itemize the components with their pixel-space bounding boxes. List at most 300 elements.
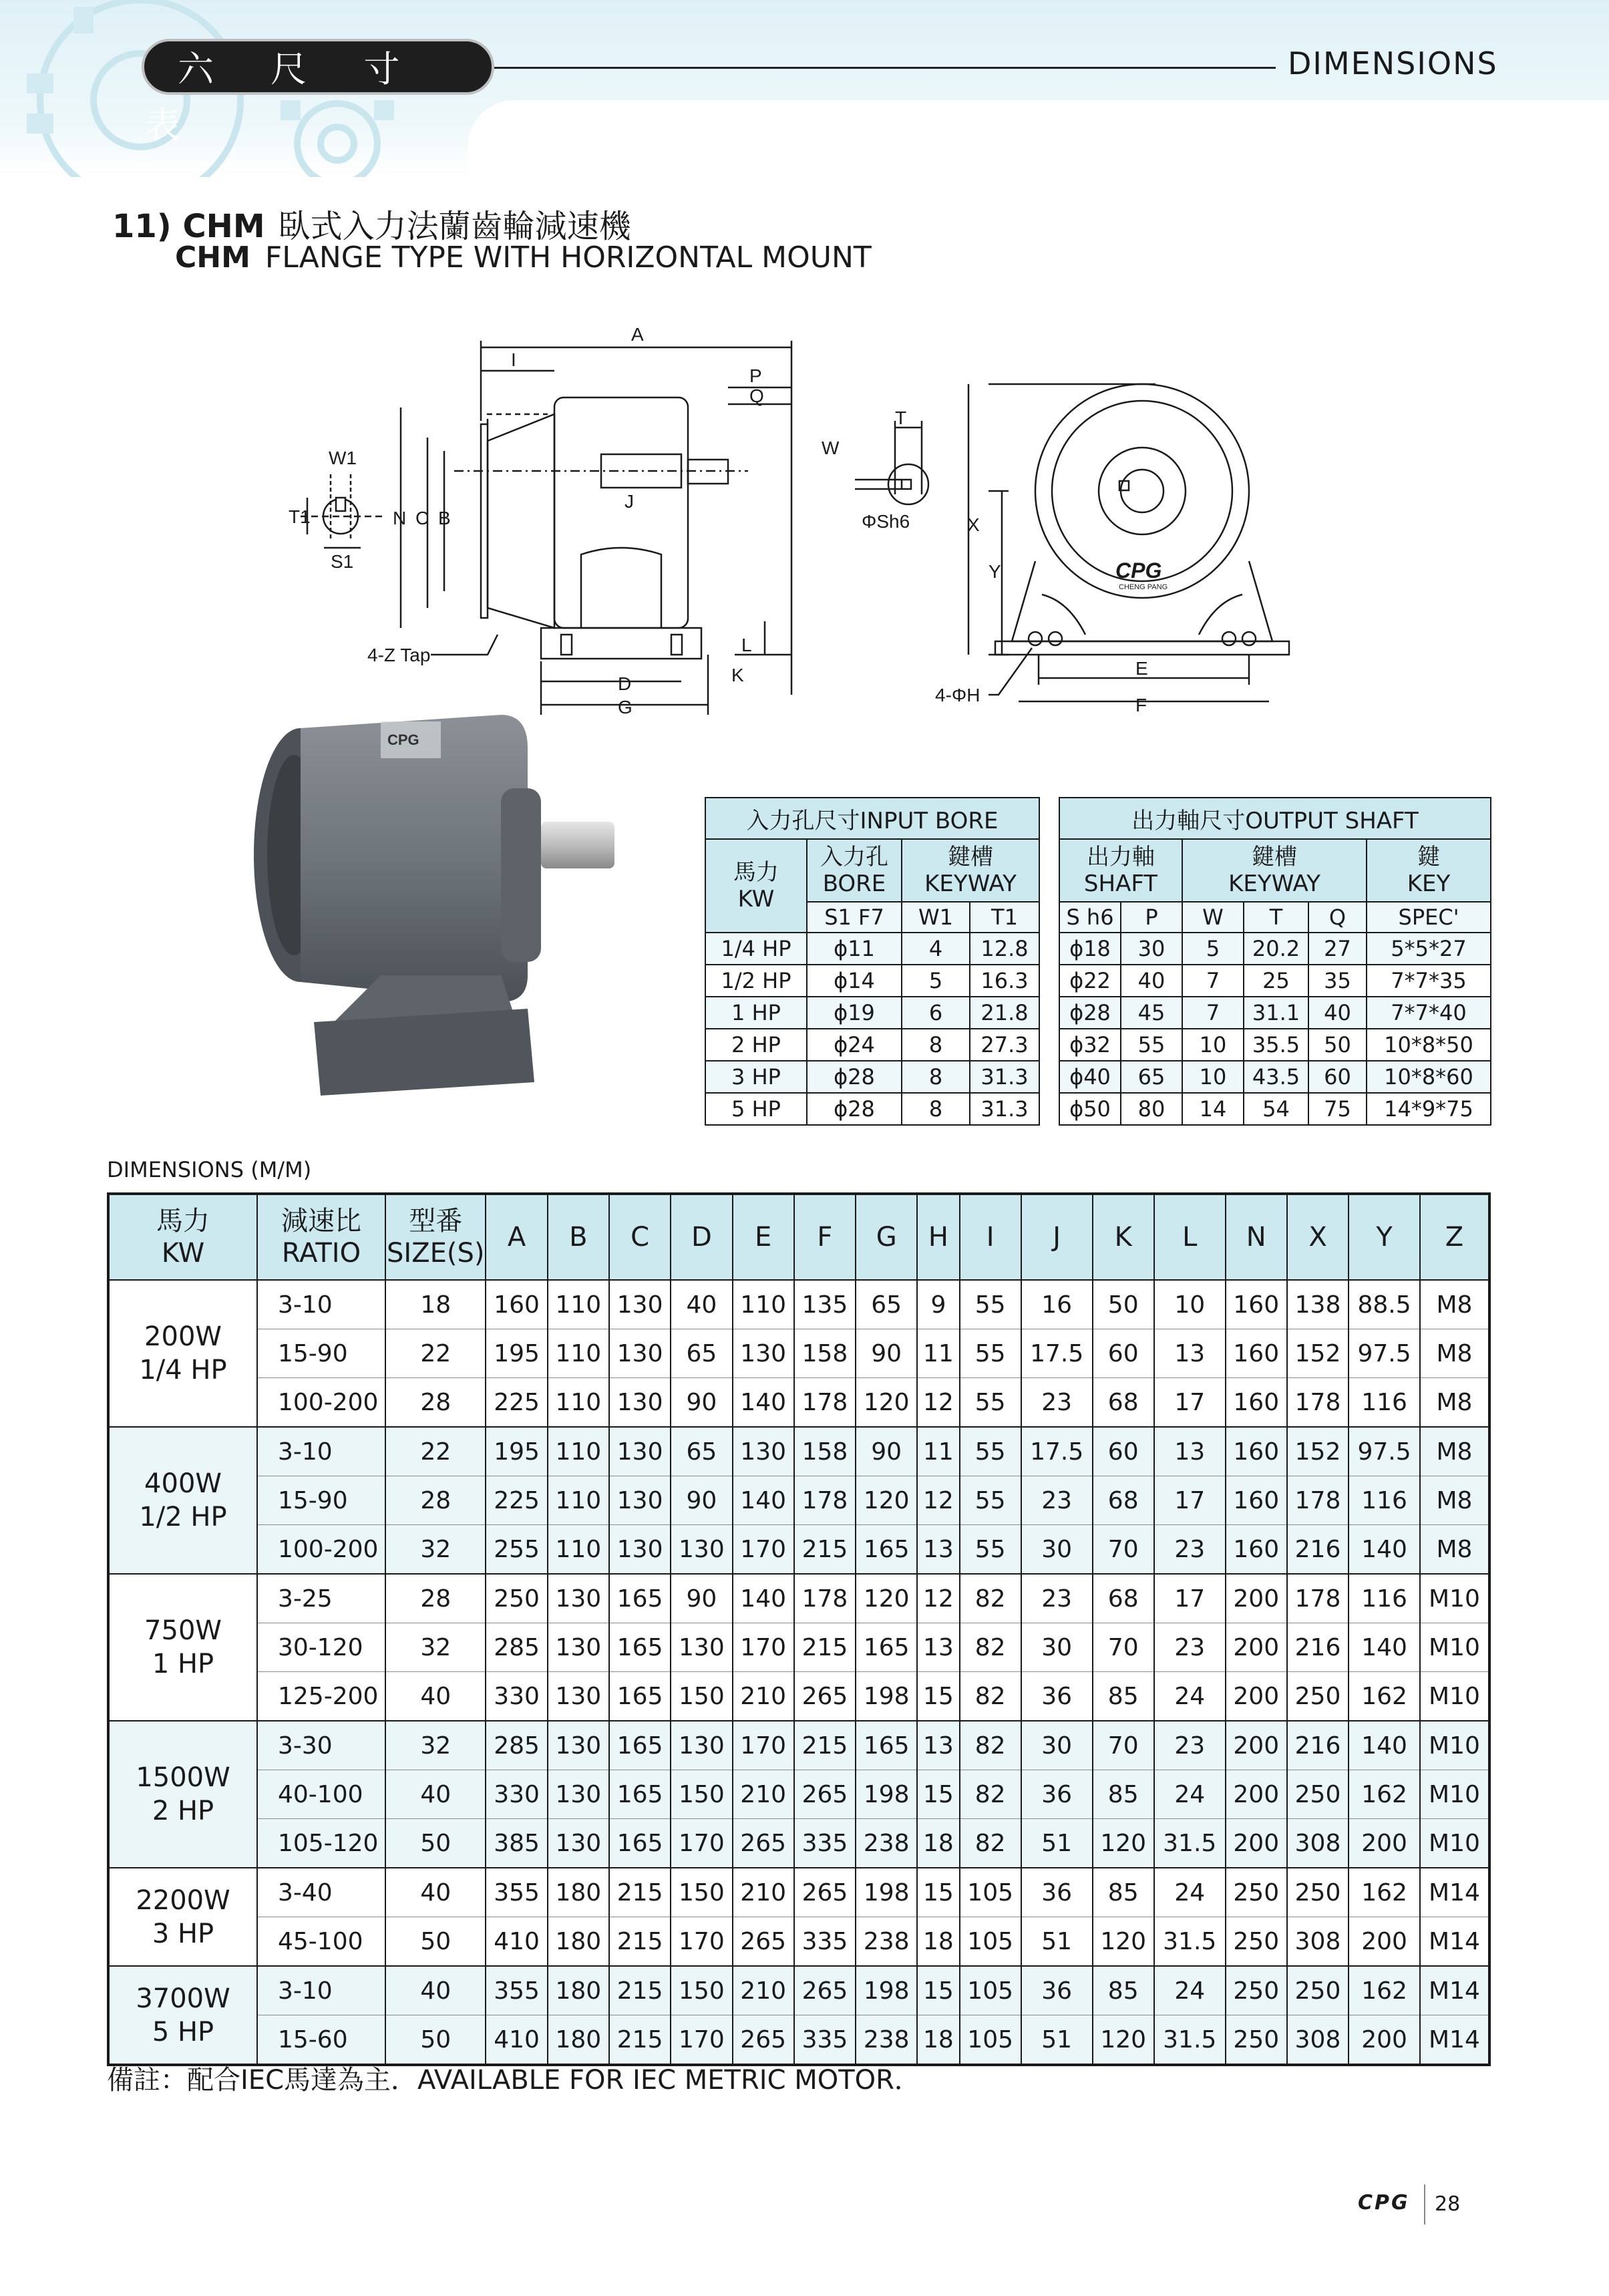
- dim-head-col: L: [1154, 1194, 1226, 1280]
- table-cell: 80: [1121, 1093, 1182, 1125]
- dim-label-d: D: [618, 673, 632, 694]
- table-cell: 3 HP: [705, 1061, 807, 1093]
- size-cell: 40: [385, 1868, 486, 1917]
- dim-label-w1: W1: [329, 448, 357, 468]
- dimension-cell: 88.5: [1349, 1280, 1420, 1329]
- table-cell: 1/2 HP: [705, 965, 807, 997]
- ratio-cell: 125-200: [257, 1672, 385, 1721]
- dimension-cell: 82: [960, 1819, 1021, 1868]
- table-cell: 45: [1121, 997, 1182, 1029]
- dimension-cell: M14: [1420, 1868, 1489, 1917]
- dimension-cell: 195: [486, 1329, 547, 1378]
- size-cell: 28: [385, 1574, 486, 1623]
- dimension-cell: 90: [671, 1574, 732, 1623]
- dim-head-col: X: [1287, 1194, 1349, 1280]
- dimension-cell: 308: [1287, 1917, 1349, 1967]
- table-cell: 4: [902, 933, 970, 965]
- dimension-cell: 105: [960, 1868, 1021, 1917]
- size-cell: 50: [385, 1819, 486, 1868]
- dimension-cell: 24: [1154, 1672, 1226, 1721]
- dimension-cell: 330: [486, 1672, 547, 1721]
- dimension-cell: 116: [1349, 1476, 1420, 1525]
- dimension-cell: 160: [486, 1280, 547, 1329]
- dimension-cell: 165: [856, 1721, 917, 1770]
- dimension-cell: 198: [856, 1672, 917, 1721]
- table-cell: 5: [1182, 933, 1244, 965]
- dimension-cell: 130: [609, 1427, 671, 1476]
- dimension-cell: M10: [1420, 1770, 1489, 1819]
- dimension-cell: 250: [1287, 1868, 1349, 1917]
- dimension-cell: 215: [609, 2015, 671, 2066]
- dimension-cell: 285: [486, 1721, 547, 1770]
- dimension-cell: M8: [1420, 1525, 1489, 1575]
- dimension-cell: 17: [1154, 1378, 1226, 1428]
- dimension-cell: 140: [733, 1574, 794, 1623]
- input-bore-table: [705, 797, 1040, 1126]
- dim-label-i: I: [511, 349, 516, 370]
- dimension-cell: 15: [917, 1770, 959, 1819]
- dim-label-k: K: [731, 665, 744, 685]
- table-cell: ϕ24: [807, 1029, 902, 1061]
- dim-label-j: J: [624, 491, 634, 512]
- dimension-cell: 120: [1093, 1819, 1154, 1868]
- dim-label-x: X: [967, 514, 980, 535]
- size-cell: 40: [385, 1966, 486, 2015]
- output-shaft-sub: S h6: [1059, 902, 1121, 933]
- power-cell: 750W 1 HP: [108, 1574, 257, 1721]
- table-row: [108, 1770, 1489, 1819]
- size-cell: 22: [385, 1329, 486, 1378]
- dimension-cell: 250: [1287, 1966, 1349, 2015]
- dimension-drawing: [267, 321, 1503, 735]
- table-cell: 31.1: [1244, 997, 1308, 1029]
- power-cell: 200W 1/4 HP: [108, 1280, 257, 1427]
- dimension-cell: 30: [1021, 1623, 1093, 1672]
- dimension-cell: 70: [1093, 1721, 1154, 1770]
- dimension-cell: 178: [794, 1378, 856, 1428]
- size-cell: 50: [385, 2015, 486, 2066]
- table-cell: ϕ40: [1059, 1061, 1121, 1093]
- table-row: [705, 1061, 1039, 1093]
- table-cell: ϕ28: [807, 1093, 902, 1125]
- dim-label-sh6: ΦSh6: [862, 511, 910, 532]
- dimension-cell: 90: [671, 1378, 732, 1428]
- dimension-cell: 110: [733, 1280, 794, 1329]
- dimension-cell: 120: [856, 1574, 917, 1623]
- dimension-cell: 116: [1349, 1378, 1420, 1428]
- dimension-cell: 170: [671, 1819, 732, 1868]
- dimension-cell: 152: [1287, 1427, 1349, 1476]
- dimension-cell: 130: [548, 1623, 609, 1672]
- dimension-cell: 68: [1093, 1574, 1154, 1623]
- dimension-cell: 160: [1226, 1378, 1287, 1428]
- dimension-cell: 9: [917, 1280, 959, 1329]
- table-cell: 8: [902, 1029, 970, 1061]
- dimension-cell: 200: [1226, 1770, 1287, 1819]
- dimension-cell: 178: [794, 1476, 856, 1525]
- dimension-cell: 55: [960, 1427, 1021, 1476]
- dimension-cell: 85: [1093, 1770, 1154, 1819]
- table-row: [1059, 965, 1491, 997]
- table-row: [705, 997, 1039, 1029]
- table-row: [108, 1476, 1489, 1525]
- dim-label-h: 4-ΦH: [935, 685, 980, 705]
- dimension-cell: 12: [917, 1476, 959, 1525]
- size-cell: 28: [385, 1378, 486, 1428]
- dimension-cell: M8: [1420, 1280, 1489, 1329]
- dimension-cell: 178: [794, 1574, 856, 1623]
- dimension-cell: 120: [856, 1476, 917, 1525]
- dimension-cell: 51: [1021, 1819, 1093, 1868]
- dimension-cell: 180: [548, 2015, 609, 2066]
- dimension-cell: 30: [1021, 1721, 1093, 1770]
- dimension-cell: 238: [856, 1819, 917, 1868]
- dimension-cell: 40: [671, 1280, 732, 1329]
- dimension-cell: 170: [733, 1525, 794, 1575]
- dimension-cell: 105: [960, 1917, 1021, 1967]
- section-label: 六 尺 寸 表: [142, 39, 494, 95]
- dimension-cell: 18: [917, 1917, 959, 1967]
- dimension-cell: 15: [917, 1966, 959, 2015]
- table-cell: 10: [1182, 1061, 1244, 1093]
- dimension-cell: 17: [1154, 1476, 1226, 1525]
- page-number: 28: [1435, 2192, 1461, 2216]
- table-cell: 16.3: [970, 965, 1039, 997]
- dimension-cell: 158: [794, 1427, 856, 1476]
- dim-head-col: F: [794, 1194, 856, 1280]
- dimension-cell: 36: [1021, 1672, 1093, 1721]
- dimension-cell: M14: [1420, 2015, 1489, 2066]
- dimension-cell: 51: [1021, 2015, 1093, 2066]
- input-bore-head-hp: 馬力 KW: [705, 839, 807, 933]
- dimension-cell: 51: [1021, 1917, 1093, 1967]
- header-rule: [494, 67, 1276, 69]
- ratio-cell: 40-100: [257, 1770, 385, 1819]
- page-title: DIMENSIONS: [1288, 45, 1498, 81]
- dimension-cell: 85: [1093, 1868, 1154, 1917]
- dimension-cell: 15: [917, 1868, 959, 1917]
- product-title-en: FLANGE TYPE WITH HORIZONTAL MOUNT: [264, 240, 872, 275]
- dim-head-col: N: [1226, 1194, 1287, 1280]
- dimension-cell: 160: [1226, 1525, 1287, 1575]
- table-row: [108, 2015, 1489, 2066]
- dim-label-b: B: [438, 508, 451, 528]
- dimension-cell: 215: [794, 1525, 856, 1575]
- table-row: [108, 1280, 1489, 1329]
- dimension-cell: 200: [1349, 1917, 1420, 1967]
- dimension-cell: 24: [1154, 1868, 1226, 1917]
- dimension-cell: 82: [960, 1770, 1021, 1819]
- table-cell: 31.3: [970, 1061, 1039, 1093]
- size-cell: 32: [385, 1721, 486, 1770]
- ratio-cell: 15-90: [257, 1476, 385, 1525]
- dimension-cell: 12: [917, 1574, 959, 1623]
- dimension-cell: 55: [960, 1329, 1021, 1378]
- dimension-cell: 308: [1287, 1819, 1349, 1868]
- dimension-cell: 178: [1287, 1378, 1349, 1428]
- table-cell: 10*8*50: [1367, 1029, 1491, 1061]
- dimension-cell: 130: [733, 1329, 794, 1378]
- table-cell: 21.8: [970, 997, 1039, 1029]
- dimension-cell: 24: [1154, 1770, 1226, 1819]
- dimension-cell: 23: [1021, 1476, 1093, 1525]
- dimension-cell: 70: [1093, 1525, 1154, 1575]
- dimension-cell: 110: [548, 1280, 609, 1329]
- photo-label: CPG: [387, 731, 419, 748]
- dimension-cell: 16: [1021, 1280, 1093, 1329]
- dimension-cell: 170: [733, 1623, 794, 1672]
- table-cell: 55: [1121, 1029, 1182, 1061]
- dimension-cell: 265: [733, 1819, 794, 1868]
- dimension-cell: 130: [548, 1770, 609, 1819]
- dimension-cell: 130: [548, 1721, 609, 1770]
- table-cell: 2 HP: [705, 1029, 807, 1061]
- dimension-cell: 13: [917, 1623, 959, 1672]
- dimension-cell: 200: [1349, 2015, 1420, 2066]
- dimension-cell: M10: [1420, 1574, 1489, 1623]
- dimension-cell: 330: [486, 1770, 547, 1819]
- dimension-cell: 31.5: [1154, 2015, 1226, 2066]
- input-bore-body: [705, 933, 1039, 1125]
- table-cell: 40: [1121, 965, 1182, 997]
- dimension-cell: 17.5: [1021, 1427, 1093, 1476]
- dim-head-col: D: [671, 1194, 732, 1280]
- dim-label-l: L: [741, 635, 752, 655]
- dim-label-w: W: [822, 438, 840, 458]
- table-cell: 8: [902, 1093, 970, 1125]
- dimension-cell: 162: [1349, 1672, 1420, 1721]
- table-row: [108, 1574, 1489, 1623]
- footer-logo: CPG: [1358, 2191, 1410, 2215]
- size-cell: 22: [385, 1427, 486, 1476]
- power-cell: 3700W 5 HP: [108, 1966, 257, 2065]
- power-cell: 1500W 2 HP: [108, 1721, 257, 1868]
- dimension-cell: 130: [671, 1623, 732, 1672]
- footer-separator: [1424, 2184, 1425, 2225]
- table-row: [1059, 933, 1491, 965]
- table-row: [1059, 1061, 1491, 1093]
- table-cell: 5: [902, 965, 970, 997]
- dimension-cell: 130: [609, 1280, 671, 1329]
- dimension-cell: M8: [1420, 1329, 1489, 1378]
- dimension-cell: 140: [1349, 1721, 1420, 1770]
- dimension-cell: 265: [733, 1917, 794, 1967]
- dimension-cell: M14: [1420, 1966, 1489, 2015]
- dimension-cell: 120: [1093, 2015, 1154, 2066]
- dimension-cell: 165: [609, 1574, 671, 1623]
- table-cell: 7: [1182, 965, 1244, 997]
- dimension-cell: 138: [1287, 1280, 1349, 1329]
- dimension-cell: 178: [1287, 1574, 1349, 1623]
- dimension-cell: 160: [1226, 1476, 1287, 1525]
- dimension-cell: 198: [856, 1868, 917, 1917]
- table-cell: 27.3: [970, 1029, 1039, 1061]
- dim-head-size: 型番 SIZE(S): [385, 1194, 486, 1280]
- dimension-cell: 116: [1349, 1574, 1420, 1623]
- input-bore-caption: 入力孔尺寸INPUT BORE: [705, 798, 1039, 839]
- dim-head-kw: 馬力 KW: [108, 1194, 257, 1280]
- dimension-cell: 225: [486, 1378, 547, 1428]
- dimension-cell: 140: [1349, 1623, 1420, 1672]
- dimension-cell: 130: [548, 1574, 609, 1623]
- table-cell: ϕ28: [807, 1061, 902, 1093]
- dimension-cell: 11: [917, 1329, 959, 1378]
- dimension-cell: M8: [1420, 1427, 1489, 1476]
- output-shaft-sub: P: [1121, 902, 1182, 933]
- table-cell: 43.5: [1244, 1061, 1308, 1093]
- table-cell: 31.3: [970, 1093, 1039, 1125]
- dimension-cell: 24: [1154, 1966, 1226, 2015]
- output-shaft-caption: 出力軸尺寸OUTPUT SHAFT: [1059, 798, 1491, 839]
- ratio-cell: 100-200: [257, 1525, 385, 1575]
- dimension-cell: 238: [856, 2015, 917, 2066]
- ratio-cell: 105-120: [257, 1819, 385, 1868]
- dimension-cell: 170: [671, 1917, 732, 1967]
- dim-label-g: G: [618, 697, 633, 717]
- table-row: [108, 1329, 1489, 1378]
- dimension-cell: 13: [917, 1525, 959, 1575]
- dimension-cell: 200: [1226, 1672, 1287, 1721]
- dim-label-a: A: [631, 324, 644, 345]
- size-cell: 40: [385, 1770, 486, 1819]
- input-bore-sub: W1: [902, 902, 970, 933]
- dimension-cell: 130: [609, 1329, 671, 1378]
- dimension-cell: 160: [1226, 1427, 1287, 1476]
- product-code: CHM: [175, 240, 250, 275]
- dim-head-col: K: [1093, 1194, 1154, 1280]
- dimension-cell: 130: [733, 1427, 794, 1476]
- drawing-brand-logo: CPG: [1115, 558, 1162, 583]
- table-row: [108, 1378, 1489, 1428]
- dimension-cell: 13: [1154, 1427, 1226, 1476]
- dimension-cell: 65: [856, 1280, 917, 1329]
- dimension-cell: 178: [1287, 1476, 1349, 1525]
- dimension-cell: 180: [548, 1868, 609, 1917]
- dimension-cell: 160: [1226, 1329, 1287, 1378]
- dimension-cell: 265: [794, 1868, 856, 1917]
- dimension-cell: 105: [960, 1966, 1021, 2015]
- dimension-cell: 65: [671, 1329, 732, 1378]
- size-cell: 32: [385, 1525, 486, 1575]
- product-subtitle: [175, 240, 872, 275]
- power-cell: 2200W 3 HP: [108, 1868, 257, 1966]
- table-row: [108, 1917, 1489, 1967]
- table-row: [1059, 1093, 1491, 1125]
- dimension-cell: 110: [548, 1378, 609, 1428]
- dimension-cell: 200: [1226, 1574, 1287, 1623]
- dimension-cell: 105: [960, 2015, 1021, 2066]
- dimension-cell: 140: [733, 1476, 794, 1525]
- dim-head-ratio: 減速比 RATIO: [257, 1194, 385, 1280]
- table-cell: 14: [1182, 1093, 1244, 1125]
- dimensions-body: [108, 1280, 1489, 2065]
- ratio-cell: 15-60: [257, 2015, 385, 2066]
- dimension-cell: 31.5: [1154, 1819, 1226, 1868]
- dimension-cell: 200: [1226, 1623, 1287, 1672]
- product-number: 11) CHM: [112, 208, 265, 245]
- dimension-cell: 110: [548, 1427, 609, 1476]
- dimension-cell: 82: [960, 1721, 1021, 1770]
- dimension-cell: 250: [1226, 1966, 1287, 2015]
- table-row: [108, 1672, 1489, 1721]
- dim-label-c: C: [415, 508, 429, 528]
- table-row: [108, 1427, 1489, 1476]
- ratio-cell: 30-120: [257, 1623, 385, 1672]
- dimension-cell: 200: [1226, 1721, 1287, 1770]
- dimension-cell: 195: [486, 1427, 547, 1476]
- table-cell: 14*9*75: [1367, 1093, 1491, 1125]
- dimension-cell: 50: [1093, 1280, 1154, 1329]
- table-row: [108, 1868, 1489, 1917]
- dimension-cell: 265: [794, 1672, 856, 1721]
- dimension-cell: 23: [1154, 1525, 1226, 1575]
- size-cell: 18: [385, 1280, 486, 1329]
- dimension-cell: 65: [671, 1427, 732, 1476]
- output-shaft-sub: SPEC': [1367, 902, 1491, 933]
- dimension-cell: 158: [794, 1329, 856, 1378]
- dimension-cell: 210: [733, 1672, 794, 1721]
- dim-label-y: Y: [989, 561, 1001, 582]
- output-shaft-head-shaft: 出力軸 SHAFT: [1059, 839, 1182, 902]
- dimension-cell: 165: [609, 1623, 671, 1672]
- dimension-cell: 97.5: [1349, 1427, 1420, 1476]
- dimension-cell: 13: [917, 1721, 959, 1770]
- dimension-cell: 170: [733, 1721, 794, 1770]
- dimension-cell: 17: [1154, 1574, 1226, 1623]
- dimension-cell: 162: [1349, 1770, 1420, 1819]
- table-cell: ϕ32: [1059, 1029, 1121, 1061]
- table-row: [705, 1029, 1039, 1061]
- ratio-cell: 3-10: [257, 1966, 385, 2015]
- dimension-cell: 55: [960, 1476, 1021, 1525]
- ratio-cell: 45-100: [257, 1917, 385, 1967]
- table-cell: 5*5*27: [1367, 933, 1491, 965]
- dimension-cell: 23: [1154, 1623, 1226, 1672]
- table-cell: 6: [902, 997, 970, 1029]
- dimension-cell: 250: [1226, 1868, 1287, 1917]
- dimension-cell: 198: [856, 1966, 917, 2015]
- dimension-cell: 90: [671, 1476, 732, 1525]
- dimension-cell: 12: [917, 1378, 959, 1428]
- table-cell: 10*8*60: [1367, 1061, 1491, 1093]
- dimension-cell: 31.5: [1154, 1917, 1226, 1967]
- dimension-cell: 110: [548, 1329, 609, 1378]
- dim-head-col: E: [733, 1194, 794, 1280]
- dimension-cell: 410: [486, 2015, 547, 2066]
- dimension-cell: 11: [917, 1427, 959, 1476]
- dimension-cell: 36: [1021, 1868, 1093, 1917]
- dimension-cell: 210: [733, 1966, 794, 2015]
- dimension-cell: 335: [794, 1819, 856, 1868]
- dimension-cell: 165: [609, 1819, 671, 1868]
- dimension-cell: 110: [548, 1476, 609, 1525]
- dimension-cell: 385: [486, 1819, 547, 1868]
- table-row: [108, 1966, 1489, 2015]
- dimension-cell: 17.5: [1021, 1329, 1093, 1378]
- dimension-cell: 180: [548, 1966, 609, 2015]
- dimension-cell: 225: [486, 1476, 547, 1525]
- dimension-cell: 30: [1021, 1525, 1093, 1575]
- dimension-cell: 135: [794, 1280, 856, 1329]
- dimension-cell: 210: [733, 1770, 794, 1819]
- dimension-cell: 250: [1226, 1917, 1287, 1967]
- dimension-cell: 36: [1021, 1770, 1093, 1819]
- dimension-cell: 23: [1154, 1721, 1226, 1770]
- output-shaft-sub: W: [1182, 902, 1244, 933]
- dimension-cell: M10: [1420, 1819, 1489, 1868]
- dimension-cell: 110: [548, 1525, 609, 1575]
- dimension-cell: 18: [917, 1819, 959, 1868]
